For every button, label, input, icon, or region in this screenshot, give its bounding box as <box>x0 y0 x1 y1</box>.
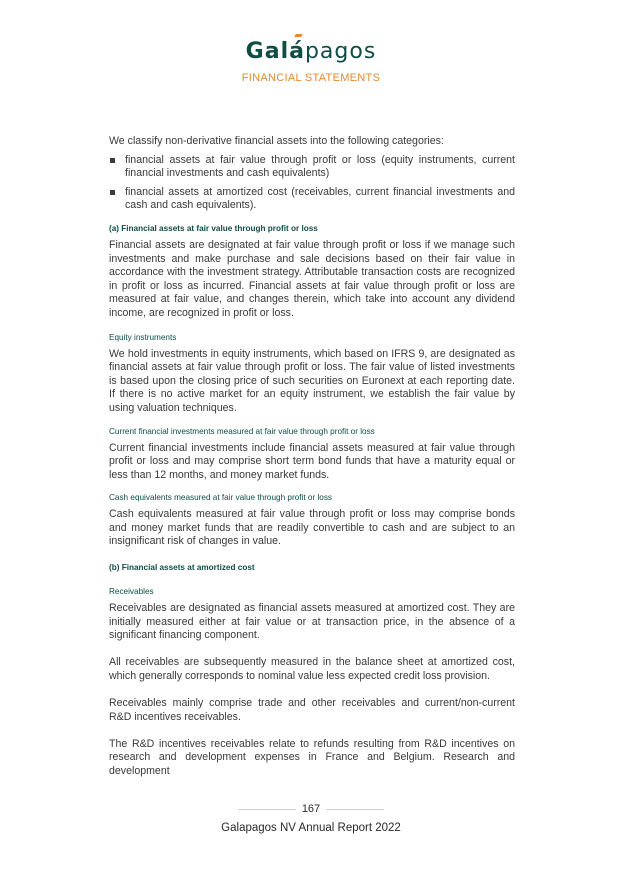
list-item-text: financial assets at amortized cost (receivables, current financial investments and cash and cash equivalents). <box>125 185 515 212</box>
category-list <box>109 154 515 213</box>
section-a-paragraph: Financial assets are designated at fair value through profit or loss if we manage such investments and make purchase and sale decisions based on their fair value in accordance with the investment strategy. Attributable transaction costs are recognized in profit or loss as incurred. Financial assets at fair value through profit or loss are measured at fair value, and changes therein, which take into account any dividend income, are recognized in profit or loss. <box>109 238 515 319</box>
intro-paragraph: We classify non-derivative financial assets into the following categories: <box>109 135 444 147</box>
section-a-heading: (a) Financial assets at fair value through profit or loss <box>109 223 318 233</box>
report-title: Galapagos NV Annual Report 2022 <box>221 822 401 834</box>
page-footer <box>0 803 622 834</box>
logo-text-light: pagos <box>304 39 377 64</box>
equity-instruments-heading: Equity instruments <box>109 332 177 342</box>
cash-equivalents-paragraph: Cash equivalents measured at fair value through profit or loss may comprise bonds and money market funds that are readily convertible to cash and are subject to an insignificant risk of changes in value. <box>109 508 515 548</box>
current-investments-heading: Current financial investments measured at fair value through profit or loss <box>109 426 375 436</box>
logo-accent-mark <box>294 34 303 37</box>
document-body <box>109 135 515 779</box>
equity-instruments-paragraph: We hold investments in equity instruments, which based on IFRS 9, are designated as financial assets at fair value through profit or loss. The fair value of listed investments is based upon the closing price of such securities on Euronext at each reporting date. If there is no active market for an equity instrument, we establish the fair value by using valuation techniques. <box>109 347 515 414</box>
cash-equivalents-heading: Cash equivalents measured at fair value through profit or loss <box>109 493 333 503</box>
list-item-text: financial assets at fair value through profit or loss (equity instruments, current financial investments and cash equivalents) <box>125 153 515 180</box>
square-bullet-icon <box>110 158 115 163</box>
page-header <box>0 38 622 84</box>
section-b-heading: (b) Financial assets at amortized cost <box>109 563 255 573</box>
receivables-paragraph-1: Receivables are designated as financial assets measured at amortized cost. They are initially measured either at fair value or at transaction price, in the absence of a significant financing component. <box>109 602 515 642</box>
galapagos-logo <box>246 38 377 66</box>
list-item <box>109 154 515 181</box>
logo-text-bold: Galá <box>245 39 305 64</box>
receivables-paragraph-4: The R&D incentives receivables relate to refunds resulting from R&D incentives on research and development expenses in France and Belgium. Research and development <box>109 737 515 777</box>
receivables-paragraph-3: Receivables mainly comprise trade and other receivables and current/non-current R&D incentives receivables. <box>109 697 515 723</box>
page-number: 167 <box>301 803 321 815</box>
current-investments-paragraph: Current financial investments include financial assets measured at fair value through profit or loss and may comprise short term bond funds that have a maturity equal or less than 12 months, and money market funds. <box>109 441 515 481</box>
receivables-heading: Receivables <box>109 587 154 597</box>
list-item <box>109 186 515 213</box>
receivables-paragraph-2: All receivables are subsequently measured in the balance sheet at amortized cost, which generally corresponds to nominal value less expected credit loss provision. <box>109 656 515 682</box>
section-subtitle: FINANCIAL STATEMENTS <box>241 72 381 84</box>
square-bullet-icon <box>110 190 115 195</box>
footer-rule-left <box>238 809 296 810</box>
page-number-row <box>0 803 622 815</box>
footer-rule-right <box>326 809 384 810</box>
